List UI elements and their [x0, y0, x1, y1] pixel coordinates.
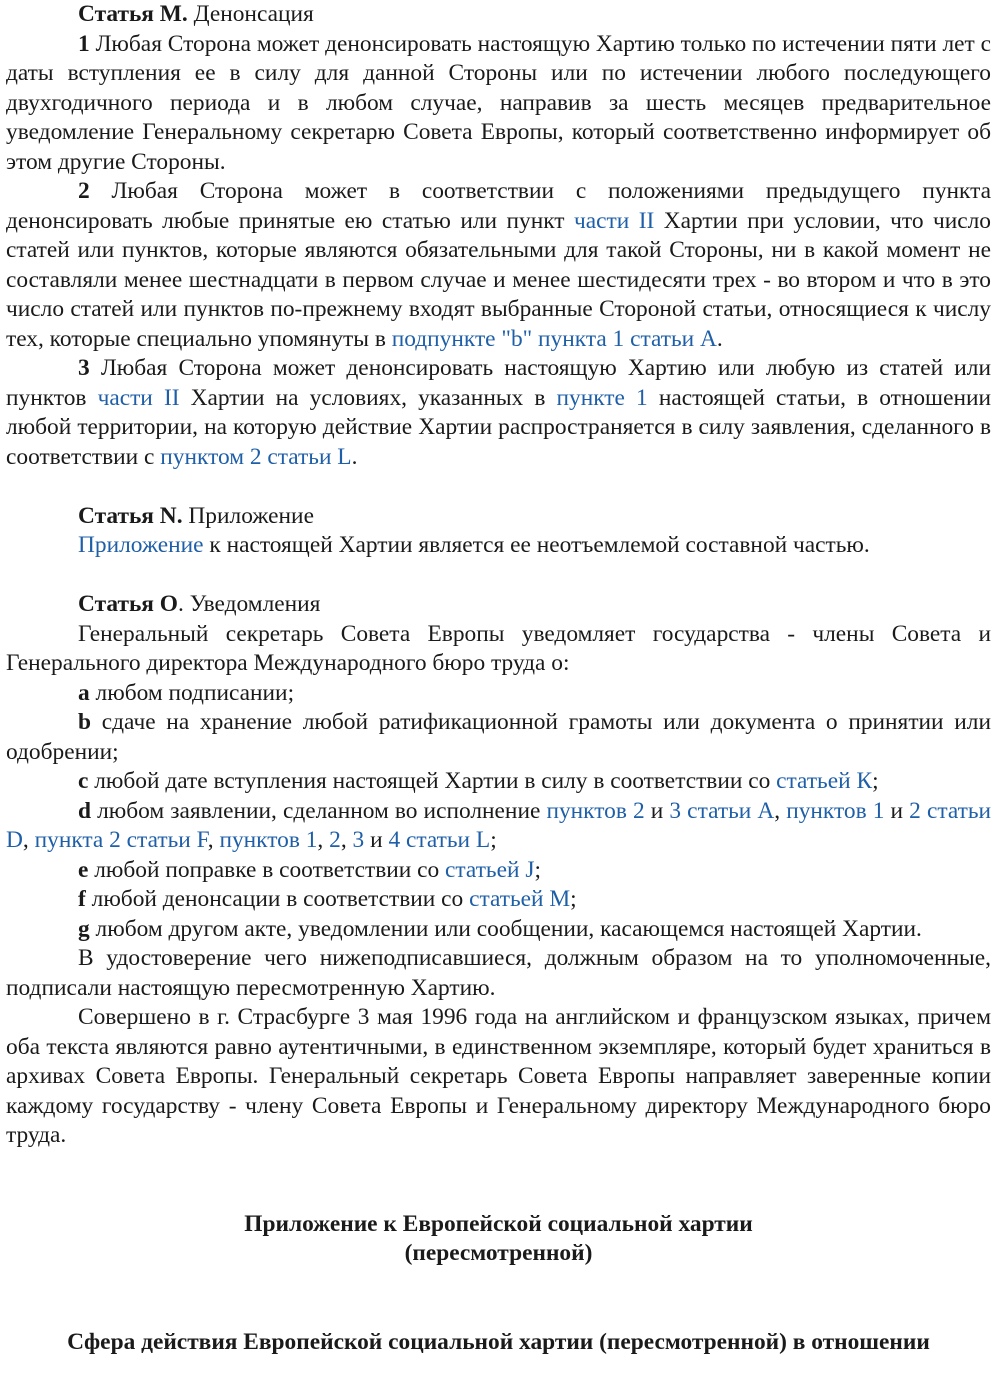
article-n-paragraph — [6, 531, 991, 561]
spacer — [6, 1298, 991, 1328]
link-paragraphs-1-l[interactable]: пунктов 1 — [219, 827, 318, 853]
paragraph-text: . — [716, 325, 723, 352]
item-text: , — [340, 827, 353, 853]
link-article-j[interactable]: статьей J — [445, 856, 535, 883]
done-at-paragraph: Совершено в г. Страсбурге 3 мая 1996 года на английском и французском языках, причем оба текста являются равно аутентичными, в единственном экземпляре, который будет храниться в архивах Совета Европы. Генеральный секретарь Совета Европы направляет заверенные копии каждому государству - члену Совета Европы и Генеральному директору Международного бюро труда. — [6, 1004, 991, 1148]
item-letter: g — [78, 915, 90, 942]
item-text: и — [644, 797, 670, 824]
heading-bold: Статья М. — [78, 1, 188, 27]
paragraph-number: 1 — [78, 30, 90, 57]
heading-rest: Приложение — [182, 502, 314, 529]
appendix-subtitle: Сфера действия Европейской социальной хартии (пересмотренной) в отношении — [67, 1328, 930, 1355]
item-text: и — [884, 797, 910, 824]
link-paragraphs-1[interactable]: пунктов 1 — [786, 797, 885, 824]
item-letter: f — [78, 886, 86, 912]
spacer — [6, 472, 991, 502]
item-text: любой поправке в соответствии со — [88, 856, 446, 883]
article-o-heading — [6, 590, 991, 620]
link-3-article-a[interactable]: 3 статьи А — [669, 797, 775, 824]
paragraph-text: . — [351, 443, 358, 470]
link-paragraph-1[interactable]: пункте 1 — [556, 384, 648, 411]
article-o-item-e — [6, 856, 991, 886]
item-letter: d — [78, 797, 92, 824]
paragraph-text: настоящей статьи, в отношении любой территории, на которую действие Хартии распространяется в силу заявления, сделанного в соответствии с — [6, 384, 991, 470]
link-appendix[interactable]: Приложение — [78, 532, 204, 558]
article-o-item-a — [6, 679, 991, 709]
item-text: любом заявлении, сделанном во исполнение — [91, 797, 547, 824]
heading-bold: Статья О — [78, 591, 179, 617]
link-subparagraph-b-article-a[interactable]: подпункте "b" пункта 1 статьи А — [391, 325, 717, 352]
heading-rest: Денонсация — [187, 1, 314, 27]
item-text: любом подписании; — [89, 679, 295, 706]
link-paragraph-2-article-l[interactable]: пунктом 2 статьи L — [160, 443, 352, 470]
item-text: любом другом акте, уведомлении или сообщении, касающемся настоящей Хартии. — [89, 915, 922, 942]
article-o-intro: Генеральный секретарь Совета Европы уведомляет государства - члены Совета и Генерального директора Международного бюро труда о: — [6, 620, 991, 676]
paragraph-number: 3 — [78, 355, 90, 381]
appendix-title-line-2: (пересмотренной) — [404, 1240, 593, 1266]
item-letter: с — [78, 768, 89, 794]
link-2-l[interactable]: 2 — [329, 827, 341, 853]
paragraph-number: 2 — [78, 178, 90, 204]
witness-paragraph: В удостоверение чего нижеподписавшиеся, должным образом на то уполномоченные, подписали настоящую пересмотренную Хартию. — [6, 945, 991, 1001]
spacer — [6, 561, 991, 591]
appendix-title — [6, 1210, 991, 1269]
article-m-paragraph-2 — [6, 177, 991, 354]
item-text: любой денонсации в соответствии со — [85, 886, 470, 912]
item-text: и — [364, 827, 389, 853]
link-3-l[interactable]: 3 — [352, 827, 365, 853]
article-o-item-g — [6, 915, 991, 945]
item-letter: b — [78, 709, 92, 735]
document-page — [6, 0, 991, 1357]
spacer — [6, 1269, 991, 1299]
item-text: ; — [872, 768, 879, 794]
item-text: , — [317, 827, 330, 853]
item-text: ; — [490, 827, 497, 853]
spacer — [6, 1180, 991, 1210]
article-m-heading — [6, 0, 991, 30]
link-part-ii[interactable]: части II — [573, 207, 655, 234]
item-text: , — [22, 827, 35, 853]
link-article-k[interactable]: статьей К — [776, 768, 873, 794]
item-text: , — [207, 827, 220, 853]
item-text: , — [774, 797, 787, 824]
item-text: любой дате вступления настоящей Хартии в силу в соответствии со — [88, 768, 777, 794]
paragraph-text: Любая Сторона может денонсировать настоящую Хартию только по истечении пяти лет с даты вступления ее в силу для данной Стороны или по истечении любого последующего двухгодичного периода и в любом случае, направив за шесть месяцев предварительное уведомление Генеральному секретарю Совета Европы, который соответственно информирует об этом другие Стороны. — [6, 30, 991, 175]
paragraph-text: к настоящей Хартии является ее неотъемлемой составной частью. — [203, 532, 870, 558]
article-n-heading — [6, 502, 991, 532]
link-part-ii[interactable]: части II — [97, 384, 180, 411]
article-o-item-b — [6, 708, 991, 767]
paragraph-text: Хартии на условиях, указанных в — [179, 384, 557, 411]
item-letter: а — [78, 679, 90, 706]
link-2-article-d[interactable]: 2 статьи D — [6, 797, 992, 853]
link-paragraphs-2[interactable]: пунктов 2 — [546, 797, 645, 824]
heading-bold: Статья N. — [78, 502, 183, 529]
article-o-item-c — [6, 767, 991, 797]
article-m-paragraph-3 — [6, 354, 991, 472]
link-paragraph-2-article-f[interactable]: пункта 2 статьи F — [34, 827, 208, 853]
article-o-item-d — [6, 797, 991, 856]
item-text: ; — [534, 856, 541, 883]
link-article-m[interactable]: статьей М — [469, 886, 571, 912]
paragraph-text: Любая Сторона может в соответствии с положениями предыдущего пункта денонсировать любые принятые ею статью или пункт — [6, 178, 991, 234]
item-text: сдаче на хранение любой ратификационной грамоты или документа о принятии или одобрении; — [6, 709, 991, 765]
spacer — [6, 1151, 991, 1181]
article-o-item-f — [6, 885, 991, 915]
link-4-article-l[interactable]: 4 статьи L — [388, 827, 491, 853]
paragraph-text: Любая Сторона может денонсировать настоящую Хартию или любую из статей или пунктов — [6, 355, 991, 411]
item-text: ; — [570, 886, 577, 912]
heading-rest: . Уведомления — [178, 591, 321, 617]
item-letter: е — [78, 856, 89, 883]
paragraph-text: Хартии при условии, что число статей или пунктов, которые являются обязательными для такой Стороны, ни в какой момент не составляли менее шестнадцати в первом случае и менее шестидесяти трех - во втором и что в это число статей или пунктов по-прежнему входят выбранные Стороной статьи, относящиеся к числу тех, которые специально упомянуты в — [6, 207, 992, 352]
article-m-paragraph-1 — [6, 30, 991, 178]
appendix-title-line-1: Приложение к Европейской социальной хартии — [244, 1210, 753, 1237]
